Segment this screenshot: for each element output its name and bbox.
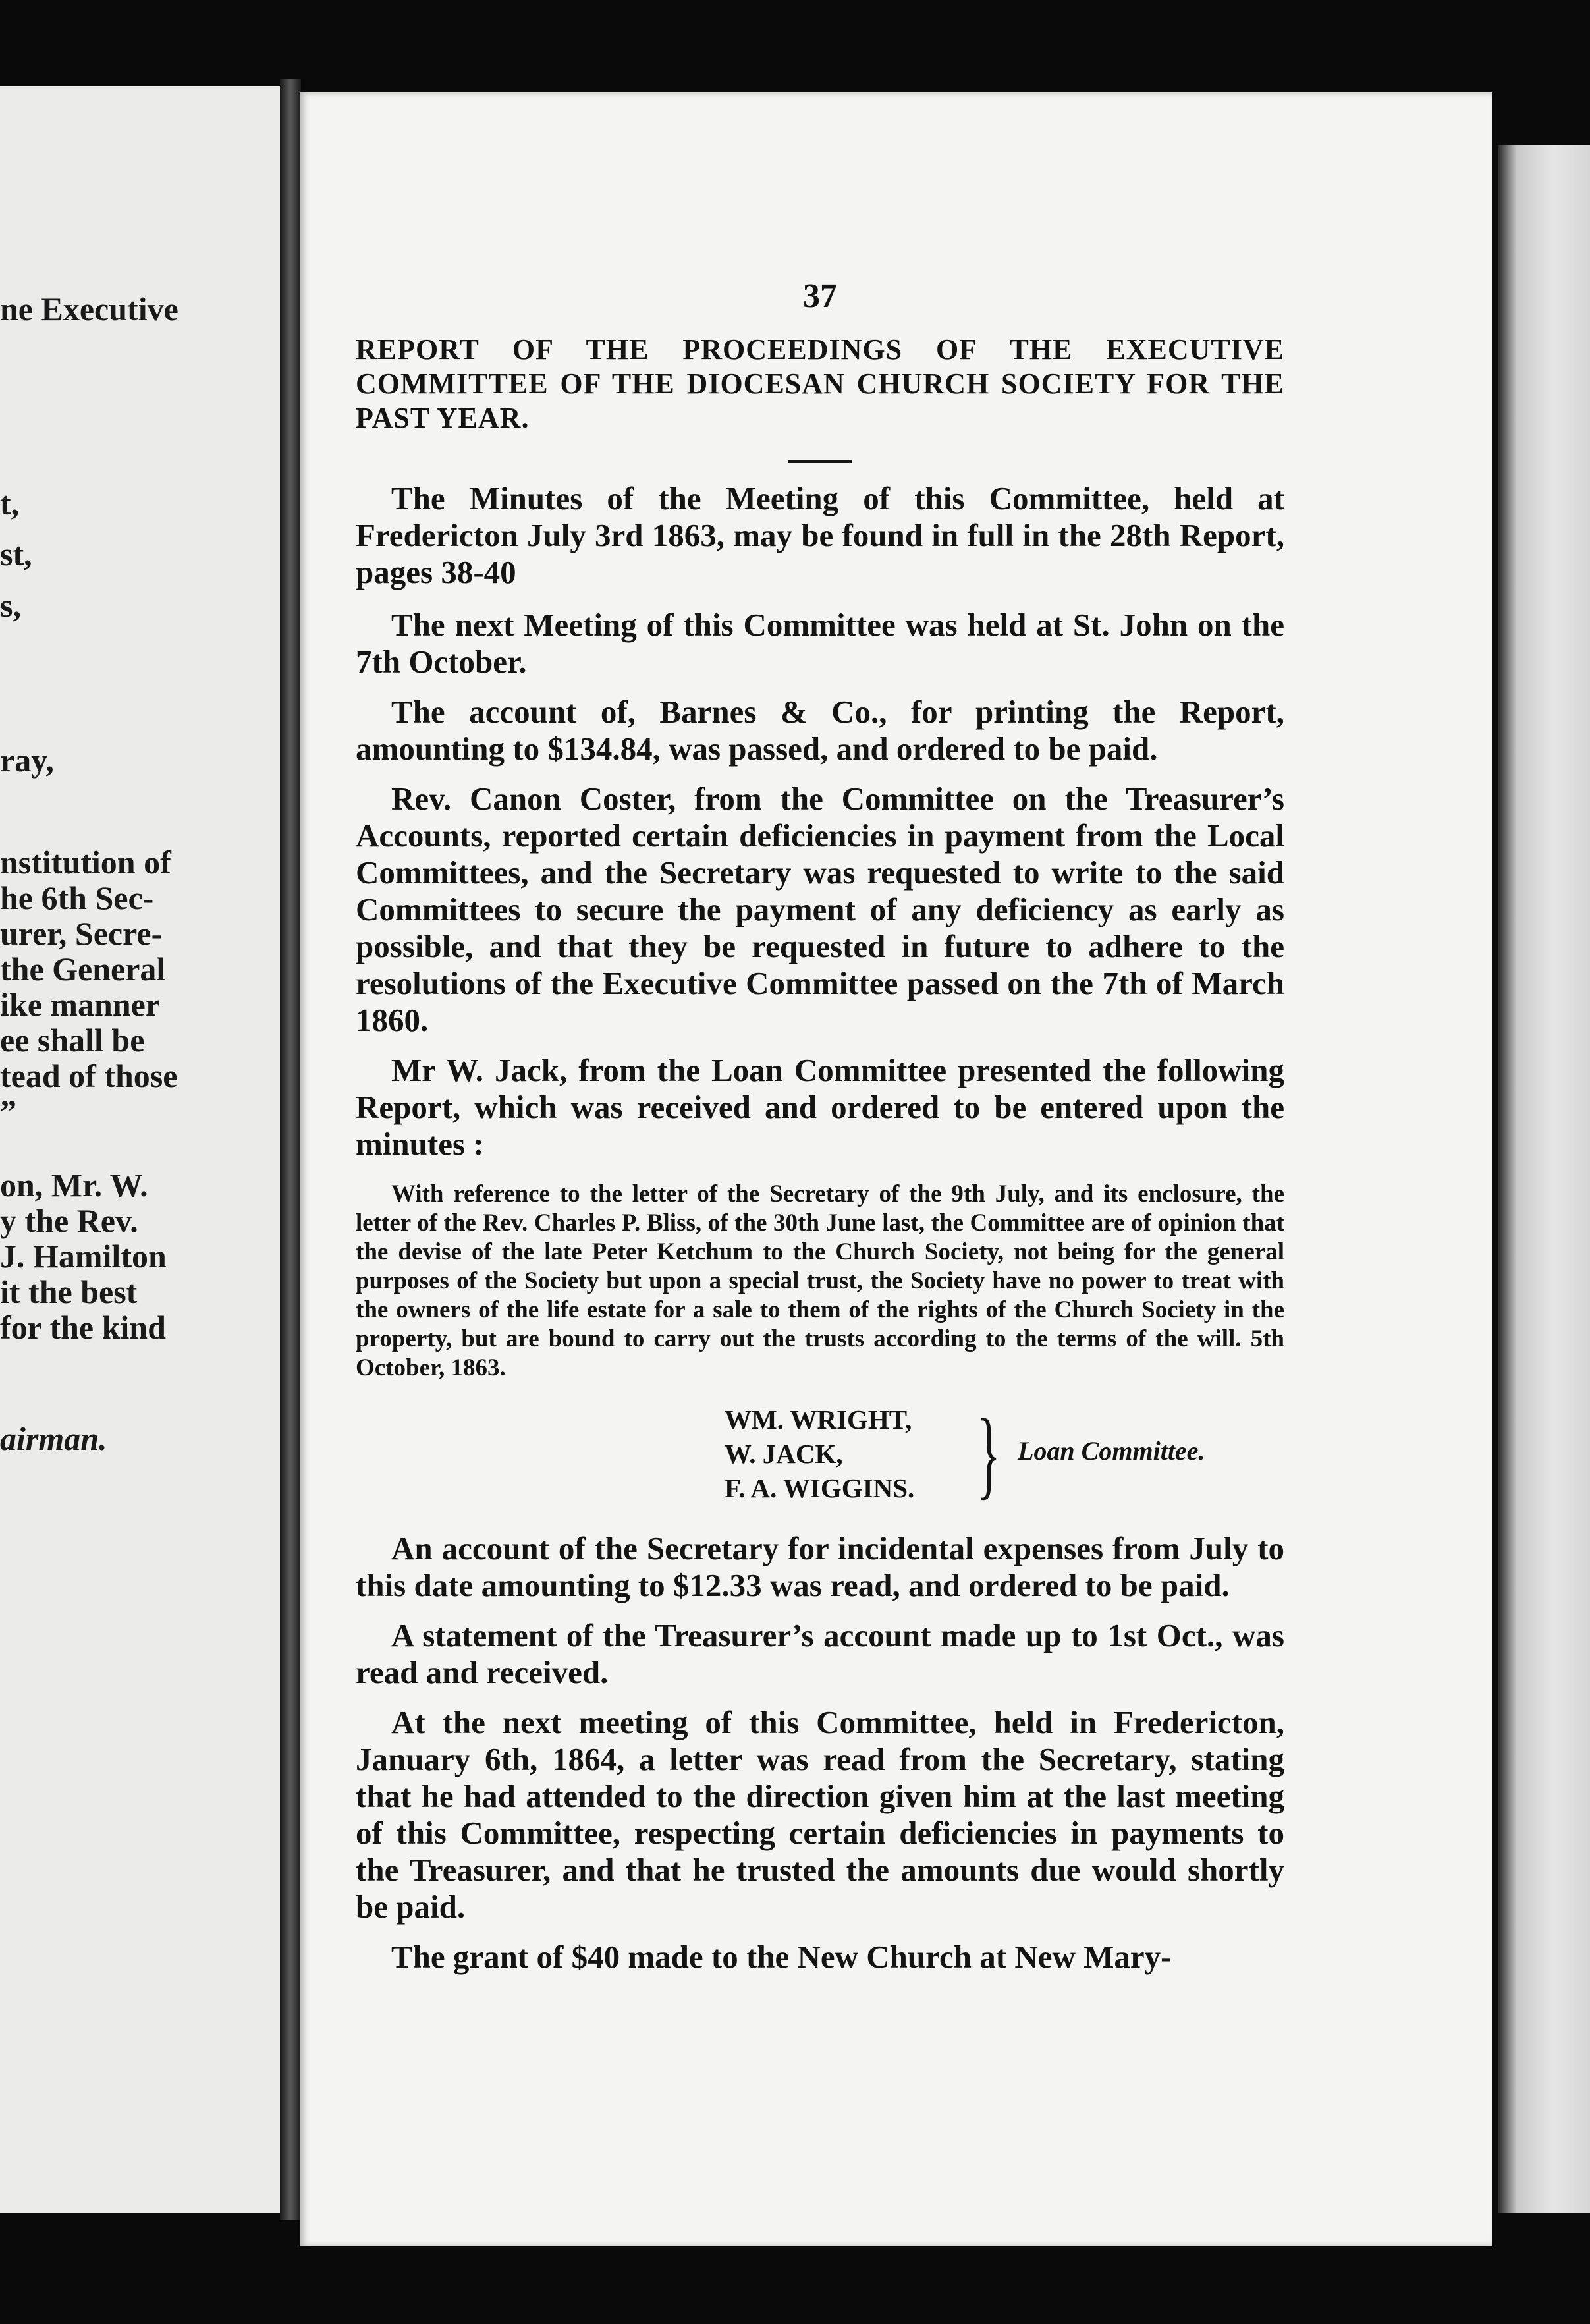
left-page-fragment: the General [0, 951, 166, 987]
signature-block [356, 1399, 1284, 1508]
page-text-block [356, 277, 1284, 1989]
left-page-fragment: airman. [0, 1420, 107, 1457]
left-page-fragment: ne Executive [0, 290, 178, 327]
left-page-fragment: nstitution of [0, 844, 171, 881]
signature-name: WM. WRIGHT, [725, 1404, 912, 1435]
paragraph: At the next meeting of this Committee, held in Fredericton, January 6th, 1864, a letter was read from the Secretary, stating that he had attended to the direction given him at the last meeting of this Committee, respecting certain deficiencies in payments to the Treasurer, and that he trusted the amounts due would shortly be paid. [356, 1704, 1284, 1925]
left-page-fragment: tead of those [0, 1057, 178, 1094]
left-page-fragment: J. Hamilton [0, 1238, 167, 1275]
left-page-fragment: t, [0, 485, 20, 522]
paragraph: Mr W. Jack, from the Loan Committee presented the following Report, which was received and ordered to be entered upon the minutes : [356, 1052, 1284, 1162]
book-spine [280, 79, 301, 2220]
page-number: 37 [803, 277, 837, 315]
paragraph: Rev. Canon Coster, from the Committee on the Treasurer’s Accounts, reported certain deficiencies in payment from the Local Committees, and the Secretary was requested to write to the said Committees to secure the payment of any deficiency as early as possible, and that they be requested in future to adhere to the resolutions of the Executive Committee passed on the 7th of March 1860. [356, 781, 1284, 1038]
left-page-fragment: he 6th Sec- [0, 879, 154, 916]
paragraph: The grant of $40 made to the New Church at New Mary- [391, 1939, 1172, 1975]
paragraph: The account of, Barnes & Co., for printing the Report, amounting to $134.84, was passed, and ordered to be paid. [356, 694, 1284, 767]
paragraph: A statement of the Treasurer’s account made up to 1st Oct., was read and received. [356, 1617, 1284, 1690]
paragraph: An account of the Secretary for incidental expenses from July to this date amounting to $12.33 was read, and ordered to be paid. [356, 1530, 1284, 1603]
left-page-fragment: for the kind [0, 1309, 166, 1346]
report-heading: REPORT OF THE PROCEEDINGS OF THE EXECUTIVE COMMITTEE OF THE DIOCESAN CHURCH SOCIETY FOR THE PAST YEAR. [356, 333, 1284, 434]
committee-label: Loan Committee. [1018, 1436, 1205, 1466]
brace: } [977, 1399, 1001, 1508]
left-page-fragment: ray, [0, 742, 54, 779]
left-page-fragment: on, Mr. W. [0, 1167, 148, 1204]
loan-committee-report: With reference to the letter of the Secretary of the 9th July, and its enclosure, the letter of the Rev. Charles P. Bliss, of the 30th June last, the Committee are of opinion that the devise of the late Peter Ketchum to the Church Society, not being for the general purposes of the Society but upon a special trust, the Society have no power to treat with the owners of the life estate for a sale to them of the rights of the Church Society in the property, but are bound to carry out the trusts according to the terms of the will. 5th October, 1863. [356, 1180, 1284, 1381]
left-page-fragment: urer, Secre- [0, 915, 163, 952]
left-page-fragment: st, [0, 536, 32, 572]
left-page-fragment: ike manner [0, 986, 161, 1023]
signature-name: F. A. WIGGINS. [725, 1473, 915, 1503]
signature-names [725, 1402, 914, 1505]
left-page-fragment: ” [0, 1093, 16, 1130]
signature-name: W. JACK, [725, 1439, 843, 1469]
left-page-fragment: ee shall be [0, 1022, 145, 1059]
paragraph: The Minutes of the Meeting of this Committee, held at Fredericton July 3rd 1863, may be found in full in the 28th Report, pages 38-40 [356, 480, 1284, 590]
left-facing-page [0, 86, 289, 2213]
page-edge [1498, 145, 1590, 2213]
left-page-fragment: it the best [0, 1273, 138, 1310]
heading-rule [788, 460, 852, 463]
paragraph: The next Meeting of this Committee was held at St. John on the 7th October. [356, 607, 1284, 680]
left-page-fragment: s, [0, 587, 21, 624]
left-page-fragment: y the Rev. [0, 1202, 138, 1239]
